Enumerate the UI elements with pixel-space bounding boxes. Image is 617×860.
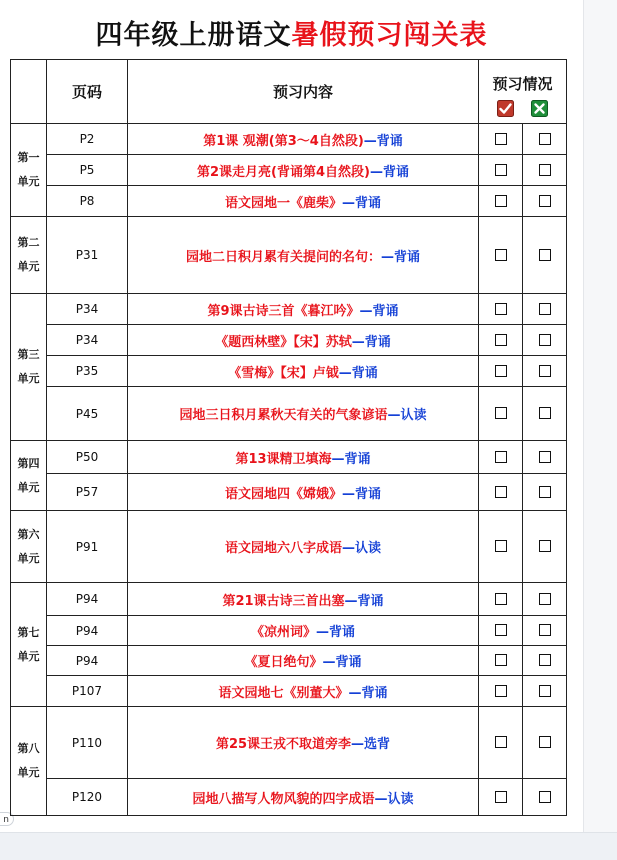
page-number: P57 (47, 474, 128, 511)
content-cell (128, 441, 479, 474)
content-text: 《夏日绝句》 (244, 655, 323, 670)
cross-icon (531, 100, 548, 117)
done-checkbox-cell (479, 474, 523, 511)
unit-label (11, 124, 47, 217)
content-text: 第2课走月亮(背诵第4自然段) (197, 164, 370, 180)
done-checkbox-cell (479, 186, 523, 217)
table-row (11, 124, 567, 155)
content-cell (128, 616, 479, 646)
task-text: —背诵 (363, 133, 403, 149)
notdone-checkbox-cell (523, 124, 567, 155)
unit-label-line: 第七 (17, 625, 40, 639)
unit-label (11, 294, 47, 441)
page-number: P94 (47, 583, 128, 616)
unit-label-line: 第三 (17, 348, 40, 361)
page-bottom-bar (0, 832, 617, 860)
header-status (479, 60, 567, 124)
done-checkbox[interactable] (495, 685, 507, 697)
notdone-checkbox-cell (523, 155, 567, 186)
done-checkbox-cell (479, 583, 523, 616)
content-cell (128, 387, 479, 441)
done-checkbox[interactable] (495, 195, 507, 207)
task-text: —认读 (387, 408, 427, 423)
content-cell (128, 325, 479, 356)
page-edge (583, 0, 617, 832)
table-row (11, 387, 567, 441)
title-prefix: 四年级上册语文 (95, 20, 292, 51)
notdone-checkbox[interactable] (539, 133, 551, 145)
table-row (11, 441, 567, 474)
unit-label-line: 单元 (17, 372, 40, 385)
check-icon (497, 100, 514, 117)
unit-label (11, 217, 47, 294)
table-row (11, 155, 567, 186)
notdone-checkbox[interactable] (539, 593, 551, 605)
content-cell (128, 356, 479, 387)
table-row (11, 646, 567, 676)
page-number: P107 (47, 676, 128, 707)
notdone-checkbox-cell (523, 707, 567, 779)
task-text: —认读 (342, 541, 382, 556)
table-row (11, 707, 567, 779)
done-checkbox-cell (479, 387, 523, 441)
content-text: 园地二日积月累有关提问的名句： (185, 249, 381, 265)
done-checkbox-cell (479, 325, 523, 356)
page-number: P31 (47, 217, 128, 294)
done-checkbox[interactable] (495, 303, 507, 315)
task-text: —选背 (351, 737, 391, 752)
done-checkbox-cell (479, 511, 523, 583)
table-row (11, 583, 567, 616)
content-cell (128, 707, 479, 779)
unit-label-line: 第六 (17, 527, 40, 541)
done-checkbox-cell (479, 676, 523, 707)
content-cell (128, 646, 479, 676)
notdone-checkbox-cell (523, 616, 567, 646)
unit-label (11, 583, 47, 707)
unit-label (11, 441, 47, 511)
page-number: P5 (47, 155, 128, 186)
page-number: P8 (47, 186, 128, 217)
notdone-checkbox[interactable] (539, 654, 551, 666)
task-text: —背诵 (351, 334, 391, 350)
done-checkbox[interactable] (495, 593, 507, 605)
page-number: P120 (47, 779, 128, 816)
done-checkbox-cell (479, 707, 523, 779)
page-number: P34 (47, 294, 128, 325)
content-text: 第9课古诗三首《暮江吟》 (207, 303, 360, 319)
notdone-checkbox[interactable] (539, 736, 551, 748)
unit-label-line: 第八 (17, 742, 40, 755)
unit-label-line: 单元 (17, 480, 40, 494)
unit-label (11, 707, 47, 816)
content-text: 语文园地七《别董大》 (218, 685, 349, 701)
table-body (11, 124, 567, 816)
content-cell (128, 583, 479, 616)
header-row (11, 60, 567, 124)
notdone-checkbox[interactable] (539, 486, 551, 498)
content-text: 语文园地一《鹿柴》 (224, 195, 342, 211)
notdone-checkbox-cell (523, 511, 567, 583)
content-text: 第13课精卫填海 (235, 451, 332, 467)
done-checkbox[interactable] (495, 407, 507, 419)
notdone-checkbox-cell (523, 779, 567, 816)
task-text: —背诵 (381, 249, 421, 265)
task-text: —背诵 (331, 451, 371, 467)
table-row (11, 356, 567, 387)
content-text: 语文园地六八字成语 (224, 541, 342, 556)
notdone-checkbox-cell (523, 646, 567, 676)
unit-label-line: 单元 (17, 649, 40, 663)
content-cell (128, 294, 479, 325)
content-text: 第21课古诗三首出塞 (222, 593, 345, 609)
unit-label-line: 单元 (17, 260, 40, 273)
notdone-checkbox-cell (523, 676, 567, 707)
table-row (11, 511, 567, 583)
page-number: P50 (47, 441, 128, 474)
unit-label-line: 第四 (17, 456, 40, 470)
task-text: —背诵 (316, 625, 356, 640)
content-cell (128, 155, 479, 186)
done-checkbox[interactable] (495, 791, 507, 803)
notdone-checkbox-cell (523, 217, 567, 294)
notdone-checkbox[interactable] (539, 164, 551, 176)
scroll-tab[interactable]: n (0, 812, 14, 826)
notdone-checkbox-cell (523, 583, 567, 616)
unit-label-line: 第一 (17, 151, 40, 164)
content-text: 园地八描写人物风貌的四字成语 (192, 791, 375, 807)
page-number: P110 (47, 707, 128, 779)
notdone-checkbox[interactable] (539, 365, 551, 377)
done-checkbox-cell (479, 616, 523, 646)
title-highlight: 暑假预习闯关表 (291, 20, 488, 51)
notdone-checkbox-cell (523, 294, 567, 325)
table-row (11, 217, 567, 294)
content-cell (128, 676, 479, 707)
table-row (11, 325, 567, 356)
notdone-checkbox-cell (523, 356, 567, 387)
task-text: —背诵 (348, 685, 388, 701)
done-checkbox-cell (479, 441, 523, 474)
content-cell (128, 511, 479, 583)
content-text: 语文园地四《嫦娥》 (224, 486, 342, 502)
done-checkbox[interactable] (495, 736, 507, 748)
header-page: 页码 (47, 60, 128, 124)
content-cell (128, 217, 479, 294)
content-text: 《雪梅》【宋】卢钺 (228, 365, 339, 381)
done-checkbox[interactable] (495, 486, 507, 498)
unit-label-line: 单元 (17, 175, 40, 188)
page-number: P94 (47, 646, 128, 676)
header-status-label: 预习情况 (492, 74, 553, 93)
content-text: 《凉州词》 (250, 625, 316, 640)
table-row (11, 186, 567, 217)
table-row (11, 616, 567, 646)
notdone-checkbox[interactable] (539, 685, 551, 697)
done-checkbox[interactable] (495, 133, 507, 145)
task-text: —背诵 (322, 655, 362, 670)
notdone-checkbox[interactable] (539, 303, 551, 315)
done-checkbox[interactable] (495, 540, 507, 552)
done-checkbox[interactable] (495, 334, 507, 346)
notdone-checkbox[interactable] (539, 249, 551, 261)
page-title (0, 13, 583, 52)
notdone-checkbox-cell (523, 387, 567, 441)
table-row (11, 474, 567, 511)
notdone-checkbox-cell (523, 186, 567, 217)
page-number: P2 (47, 124, 128, 155)
done-checkbox[interactable] (495, 365, 507, 377)
content-text: 第1课 观潮(第3～4自然段) (203, 133, 364, 149)
notdone-checkbox[interactable] (539, 195, 551, 207)
task-text: —背诵 (342, 195, 382, 211)
content-cell (128, 186, 479, 217)
content-cell (128, 124, 479, 155)
preview-table (10, 59, 567, 816)
notdone-checkbox-cell (523, 441, 567, 474)
done-checkbox-cell (479, 646, 523, 676)
page-number: P94 (47, 616, 128, 646)
content-text: 《题西林壁》【宋】苏轼 (215, 334, 352, 350)
notdone-checkbox[interactable] (539, 407, 551, 419)
page-number: P35 (47, 356, 128, 387)
page-number: P91 (47, 511, 128, 583)
done-checkbox-cell (479, 294, 523, 325)
notdone-checkbox[interactable] (539, 624, 551, 636)
done-checkbox[interactable] (495, 249, 507, 261)
task-text: —背诵 (369, 164, 409, 180)
page-number: P45 (47, 387, 128, 441)
table-row (11, 676, 567, 707)
header-blank (11, 60, 47, 124)
notdone-checkbox[interactable] (539, 334, 551, 346)
content-cell (128, 474, 479, 511)
table-row (11, 294, 567, 325)
unit-label-line: 单元 (17, 551, 40, 565)
notdone-checkbox-cell (523, 474, 567, 511)
done-checkbox-cell (479, 155, 523, 186)
task-text: —背诵 (338, 365, 378, 381)
done-checkbox-cell (479, 217, 523, 294)
unit-label (11, 511, 47, 583)
content-text: 第25课王戎不取道旁李 (215, 737, 352, 752)
notdone-checkbox-cell (523, 325, 567, 356)
done-checkbox[interactable] (495, 164, 507, 176)
task-text: —认读 (374, 791, 414, 807)
unit-label-line: 第二 (17, 236, 40, 249)
done-checkbox-cell (479, 124, 523, 155)
page-number: P34 (47, 325, 128, 356)
done-checkbox-cell (479, 779, 523, 816)
notdone-checkbox[interactable] (539, 451, 551, 463)
notdone-checkbox[interactable] (539, 540, 551, 552)
task-text: —背诵 (359, 303, 399, 319)
done-checkbox-cell (479, 356, 523, 387)
notdone-checkbox[interactable] (539, 791, 551, 803)
table-row (11, 779, 567, 816)
done-checkbox[interactable] (495, 624, 507, 636)
task-text: —背诵 (342, 486, 382, 502)
done-checkbox[interactable] (495, 451, 507, 463)
task-text: —背诵 (344, 593, 384, 609)
content-text: 园地三日积月累秋天有关的气象谚语 (179, 408, 388, 423)
content-cell (128, 779, 479, 816)
unit-label-line: 单元 (17, 766, 40, 779)
header-content: 预习内容 (128, 60, 479, 124)
done-checkbox[interactable] (495, 654, 507, 666)
